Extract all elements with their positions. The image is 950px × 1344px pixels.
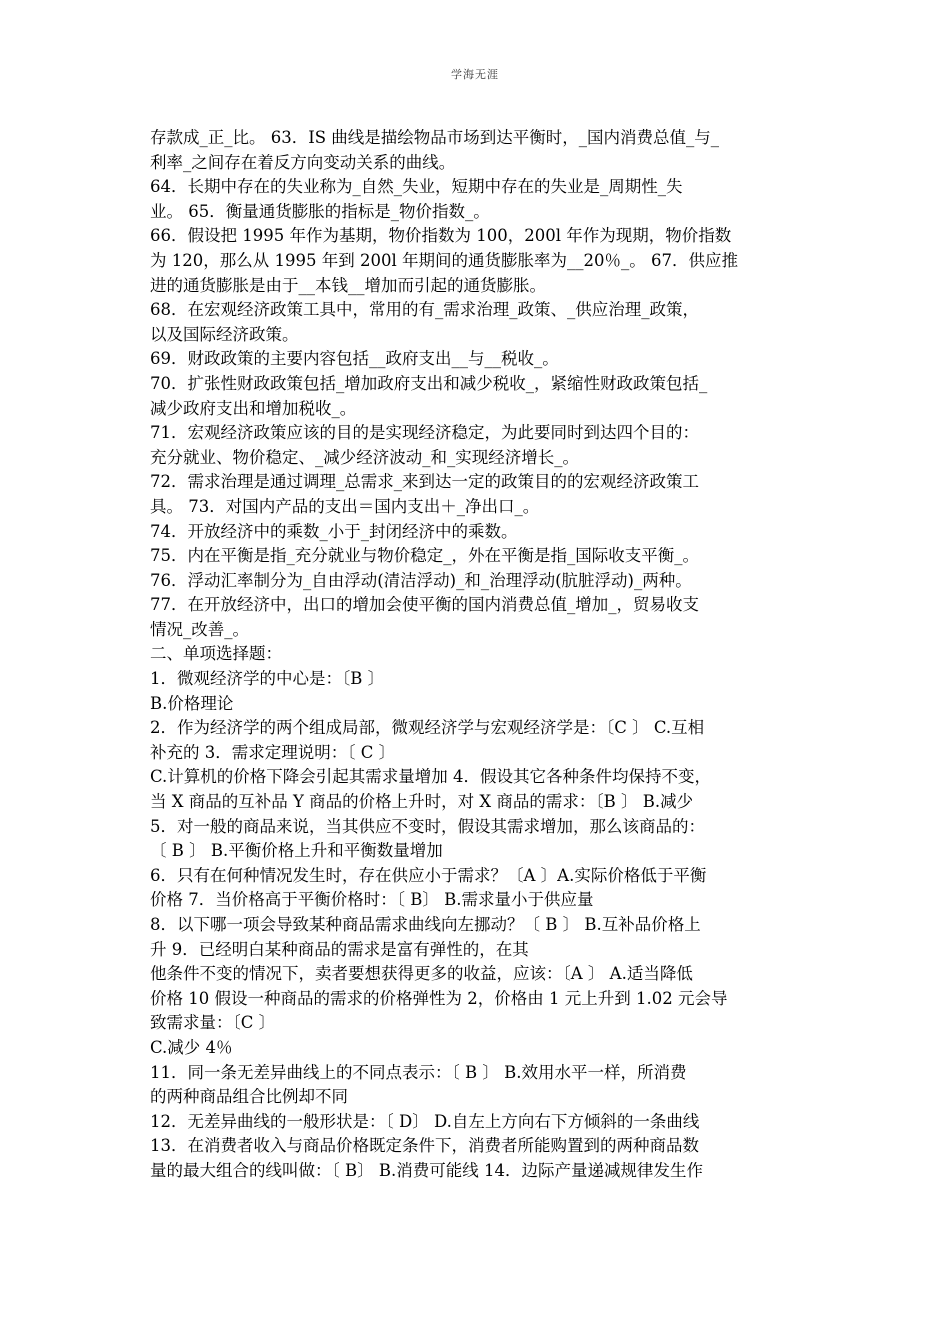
text-line: 他条件不变的情况下，卖者要想获得更多的收益，应该：〔A 〕 A.适当降低 <box>150 964 693 984</box>
text-line: B.价格理论 <box>150 693 234 713</box>
text-line: 当 X 商品的互补品 Y 商品的价格上升时，对 X 商品的需求：〔B 〕 B.减少 <box>150 792 694 812</box>
page-header: 学海无涯 <box>451 68 499 81</box>
text-line: 70．扩张性财政政策包括_增加政府支出和减少税收_，紧缩性财政政策包括_ <box>150 373 708 393</box>
text-line: 77．在开放经济中，出口的增加会使平衡的国内消费总值_增加_，贸易收支 <box>150 595 699 615</box>
text-line: 75．内在平衡是指_充分就业与物价稳定_，外在平衡是指_国际收支平衡_。 <box>150 546 699 566</box>
text-line: C.计算机的价格下降会引起其需求量增加 4．假设其它各种条件均保持不变， <box>150 767 712 787</box>
text-line: 1．微观经济学的中心是：〔B 〕 <box>150 669 385 689</box>
text-line: 价格 7．当价格高于平衡价格时：〔 B〕 B.需求量小于供应量 <box>150 890 594 910</box>
text-line: 76．浮动汇率制分为_自由浮动(清洁浮动)_和_治理浮动(肮脏浮动)_两种。 <box>150 570 692 590</box>
text-line: 二、单项选择题： <box>150 644 282 664</box>
text-line: 以及国际经济政策。 <box>150 324 299 344</box>
text-line: 为 120，那么从 1995 年到 200l 年期间的通货膨胀率为__20％_。 67．供应推 <box>150 250 738 270</box>
text-line: 致需求量：〔C 〕 <box>150 1013 276 1033</box>
document-body <box>150 126 802 1184</box>
text-line: 情况_改善_。 <box>150 619 249 639</box>
text-line: 74．开放经济中的乘数_小于_封闭经济中的乘数。 <box>150 521 518 541</box>
text-line: 〔 B 〕 B.平衡价格上升和平衡数量增加 <box>150 841 443 861</box>
text-line: 8．以下哪一项会导致某种商品需求曲线向左挪动？〔 B 〕 B.互补品价格上 <box>150 915 701 934</box>
text-line: 72．需求治理是通过调理_总需求_来到达一定的政策目的的宏观经济政策工 <box>150 472 699 492</box>
text-line: 具。 73．对国内产品的支出＝国内支出＋_净出口_。 <box>150 496 540 516</box>
text-line: 量的最大组合的线叫做：〔 B〕 B.消费可能线 14．边际产量递减规律发生作 <box>150 1160 703 1180</box>
text-line: 66．假设把 1995 年作为基期，物价指数为 100，200l 年作为现期，物价指数 <box>150 226 732 246</box>
text-line: 存款成_正_比。 63．IS 曲线是描绘物品市场到达平衡时，_国内消费总值_与_ <box>150 128 720 147</box>
text-line: 的两种商品组合比例却不同 <box>150 1087 348 1107</box>
text-line: 充分就业、物价稳定、_减少经济波动_和_实现经济增长_。 <box>150 447 579 467</box>
text-line: 69．财政政策的主要内容包括__政府支出__与__税收_。 <box>150 349 559 369</box>
text-line: 64．长期中存在的失业称为_自然_失业，短期中存在的失业是_周期性_失 <box>150 177 683 197</box>
text-line: 6．只有在何种情况发生时，存在供应小于需求？〔A 〕A.实际价格低于平衡 <box>150 865 707 885</box>
text-line: 71．宏观经济政策应该的目的是实现经济稳定，为此要同时到达四个目的： <box>150 423 699 443</box>
text-line: 业。 65．衡量通货膨胀的指标是_物价指数_。 <box>150 201 490 221</box>
text-line: 减少政府支出和增加税收_。 <box>150 398 357 418</box>
text-line: 5．对一般的商品来说，当其供应不变时，假设其需求增加，那么该商品的： <box>150 816 705 836</box>
text-line: 11．同一条无差异曲线上的不同点表示：〔 B 〕 B.效用水平一样，所消费 <box>150 1062 687 1082</box>
text-line: 2．作为经济学的两个组成局部，微观经济学与宏观经济学是：〔C 〕 C.互相 <box>150 718 705 738</box>
text-line: 升 9．已经明白某种商品的需求是富有弹性的，在其 <box>150 939 529 959</box>
text-line: 12．无差异曲线的一般形状是：〔 D〕 D.自左上方向右下方倾斜的一条曲线 <box>150 1111 700 1131</box>
text-line: 补充的 3．需求定理说明：〔 C 〕 <box>150 742 396 762</box>
text-line: C.减少 4％ <box>150 1037 233 1057</box>
text-line: 利率_之间存在着反方向变动关系的曲线。 <box>150 152 456 172</box>
text-line: 13．在消费者收入与商品价格既定条件下，消费者所能购置到的两种商品数 <box>150 1136 699 1156</box>
text-line: 进的通货膨胀是由于__本钱__增加而引起的通货膨胀。 <box>150 275 546 295</box>
text-line: 68．在宏观经济政策工具中，常用的有_需求治理_政策、_供应治理_政策， <box>150 300 699 320</box>
text-line: 价格 10 假设一种商品的需求的价格弹性为 2，价格由 1 元上升到 1.02 元会导 <box>150 988 728 1008</box>
